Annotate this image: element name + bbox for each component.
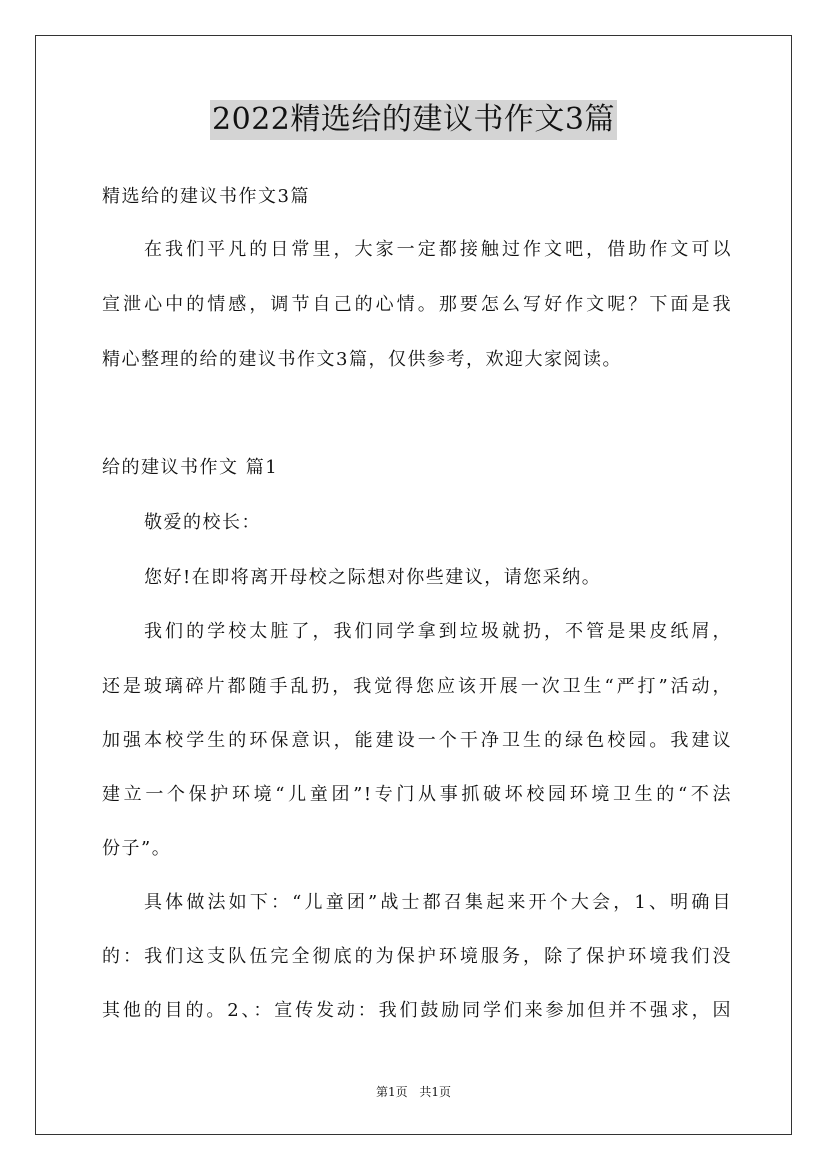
para1-line-4: 建立一个保护环境“儿童团”!专门从事抓破坏校园环境卫生的“不法 [102,784,732,805]
letter-salutation: 敬爱的校长： [144,512,261,533]
intro-line-3: 精心整理的给的建议书作文3篇，仅供参考，欢迎大家阅读。 [102,349,622,370]
intro-line-2: 宣泄心中的情感，调节自己的心情。那要怎么写好作文呢？下面是我 [102,294,732,315]
para1-line-5: 份子”。 [102,838,172,859]
page-total: 共1页 [419,1085,452,1099]
para1-line-2: 还是玻璃碎片都随手乱扔，我觉得您应该开展一次卫生“严打”活动， [102,676,732,697]
para2-line-2: 的：我们这支队伍完全彻底的为保护环境服务，除了保护环境我们没 [102,946,732,967]
para1-line-3: 加强本校学生的环保意识，能建设一个干净卫生的绿色校园。我建议 [102,730,732,751]
document-title: 2022精选给的建议书作文3篇 [210,100,617,140]
letter-greeting: 您好!在即将离开母校之际想对你些建议，请您采纳。 [144,567,602,588]
intro-line-1: 在我们平凡的日常里，大家一定都接触过作文吧，借助作文可以 [144,239,732,260]
para2-line-3: 其他的目的。2、：宣传发动：我们鼓励同学们来参加但并不强求，因 [102,1000,732,1021]
page-number: 第1页 [375,1085,408,1099]
page-footer [0,1083,827,1100]
para1-line-1: 我们的学校太脏了，我们同学拿到垃圾就扔，不管是果皮纸屑， [144,621,732,642]
section-heading: 给的建议书作文 篇1 [102,457,279,478]
para2-line-1: 具体做法如下：“儿童团”战士都召集起来开个大会，1、明确目 [144,892,732,913]
title-container [0,100,827,140]
document-subtitle: 精选给的建议书作文3篇 [102,186,310,207]
